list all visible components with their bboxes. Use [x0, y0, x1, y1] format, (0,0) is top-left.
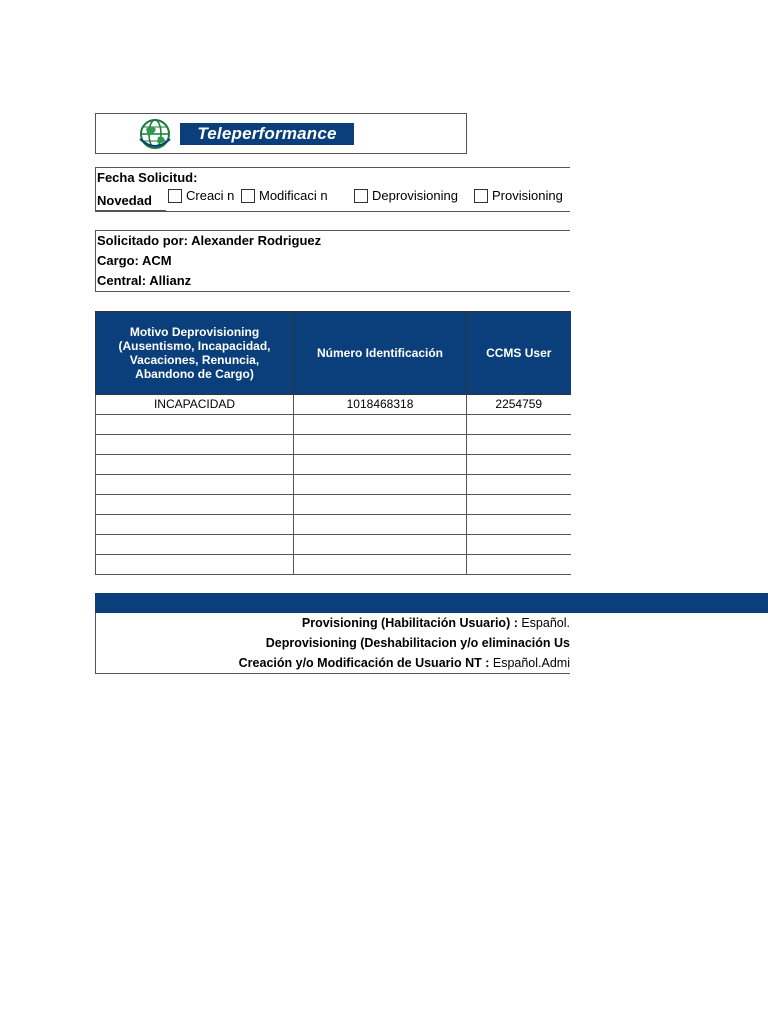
- cell-ccms-user[interactable]: [467, 415, 571, 435]
- cell-identificacion[interactable]: 1018468318: [294, 395, 467, 415]
- note-deprovisioning: [266, 636, 570, 650]
- option-provisioning[interactable]: [474, 188, 563, 203]
- table-row: [96, 435, 571, 455]
- note-creacion: [239, 656, 570, 670]
- cell-motivo[interactable]: [96, 515, 294, 535]
- note-provisioning-text: Español.: [517, 616, 570, 630]
- deprovisioning-table: [95, 311, 570, 575]
- cell-identificacion[interactable]: [294, 435, 467, 455]
- note-provisioning: [302, 616, 570, 630]
- cell-identificacion[interactable]: [294, 535, 467, 555]
- header-numero-identificacion: Número Identificación: [294, 312, 467, 395]
- globe-icon: [138, 117, 172, 151]
- fecha-solicitud-label: Fecha Solicitud:: [97, 170, 198, 185]
- central: Central: Allianz: [97, 273, 192, 288]
- deprovisioning-checkbox[interactable]: [354, 189, 368, 203]
- cell-identificacion[interactable]: [294, 455, 467, 475]
- requester-section: [95, 230, 570, 292]
- cell-ccms-user[interactable]: [467, 495, 571, 515]
- modificacion-label: Modificaci n: [259, 188, 328, 203]
- cell-ccms-user[interactable]: [467, 515, 571, 535]
- notes-section: [95, 613, 570, 674]
- header-motivo: Motivo Deprovisioning (Ausentismo, Incapacidad, Vacaciones, Renuncia, Abandono de Cargo): [96, 312, 294, 395]
- table-row: [96, 495, 571, 515]
- cell-motivo[interactable]: [96, 435, 294, 455]
- cell-identificacion[interactable]: [294, 515, 467, 535]
- cell-motivo[interactable]: [96, 555, 294, 575]
- table-row: [96, 535, 571, 555]
- cell-identificacion[interactable]: [294, 415, 467, 435]
- cell-ccms-user[interactable]: [467, 455, 571, 475]
- table-row: [96, 555, 571, 575]
- header-ccms-user: CCMS User: [467, 312, 571, 395]
- cell-motivo[interactable]: INCAPACIDAD: [96, 395, 294, 415]
- option-modificacion[interactable]: [241, 188, 328, 203]
- cell-identificacion[interactable]: [294, 475, 467, 495]
- cell-ccms-user[interactable]: [467, 535, 571, 555]
- table-row: [96, 455, 571, 475]
- cell-identificacion[interactable]: [294, 495, 467, 515]
- cell-ccms-user[interactable]: [467, 555, 571, 575]
- table-header-row: [96, 312, 571, 395]
- cell-ccms-user[interactable]: [467, 435, 571, 455]
- cell-motivo[interactable]: [96, 535, 294, 555]
- provisioning-label: Provisioning: [492, 188, 563, 203]
- section-divider-band: [95, 593, 768, 613]
- cell-ccms-user[interactable]: 2254759: [467, 395, 571, 415]
- creacion-label: Creaci n: [186, 188, 235, 203]
- cell-motivo[interactable]: [96, 455, 294, 475]
- cell-ccms-user[interactable]: [467, 475, 571, 495]
- provisioning-checkbox[interactable]: [474, 189, 488, 203]
- table-row: [96, 515, 571, 535]
- option-creacion[interactable]: [168, 188, 234, 203]
- table-row: [96, 475, 571, 495]
- modificacion-checkbox[interactable]: [241, 189, 255, 203]
- cell-identificacion[interactable]: [294, 555, 467, 575]
- logo-box: [95, 113, 467, 154]
- note-deprovisioning-title: Deprovisioning (Deshabilitacion y/o eliminación Us: [265, 636, 570, 650]
- cell-motivo[interactable]: [96, 475, 294, 495]
- note-creacion-title: Creación y/o Modificación de Usuario NT :: [238, 656, 490, 670]
- deprovisioning-label: Deprovisioning: [372, 188, 458, 203]
- creacion-checkbox[interactable]: [168, 189, 182, 203]
- novedad-label: Novedad: [97, 193, 152, 208]
- cell-motivo[interactable]: [96, 415, 294, 435]
- novedad-underline: [96, 210, 166, 211]
- brand-wordmark: Teleperformance: [180, 123, 354, 145]
- option-deprovisioning[interactable]: [354, 188, 458, 203]
- note-creacion-text: Español.Admi: [489, 656, 570, 670]
- solicitado-por: Solicitado por: Alexander Rodriguez: [97, 233, 322, 248]
- note-provisioning-title: Provisioning (Habilitación Usuario) :: [301, 616, 518, 630]
- table-row: [96, 395, 571, 415]
- request-section: [95, 167, 570, 212]
- cargo: Cargo: ACM: [97, 253, 172, 268]
- table-row: [96, 415, 571, 435]
- cell-motivo[interactable]: [96, 495, 294, 515]
